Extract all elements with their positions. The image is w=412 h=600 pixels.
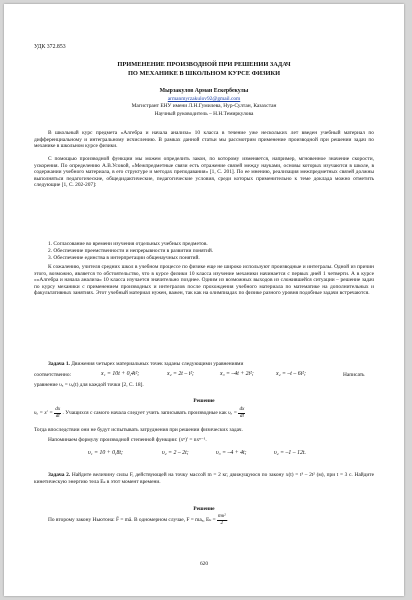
result-v2: υ₂ = 2 – 2t; [162,450,189,456]
fraction-denominator: 2 [220,519,224,526]
solution1-paragraph-3: Напоминаем формулу производной степенной функции: (xⁿ)′ = nxⁿ⁻¹. [48,437,207,443]
equation-x4: x₄ = –t – 6t²; [276,371,306,377]
equation-x3: x₃ = –4t + 2t²; [220,371,254,377]
task1-tail: Написать [343,372,365,378]
task1-line2: уравнение υₓ = υₓ(t) для каждой точки [2, С. 18]. [34,382,144,388]
task2-label: Задача 2. [48,472,71,478]
intro-paragraph-1: В школьный курс предмета «Алгебра и начала анализа» 10 класса в течение уже нескольких лет введен учебный материал по дифференциальному и интегральному исчислению. В рамках данной статьи мы рассмотрим применение производной при решении задач по механике в школьном курсе физики. [34,130,374,150]
author-email-link[interactable]: armanmyrzakulov92@gmail.com [167,96,241,102]
task1-label: Задача 1. [48,361,70,367]
fraction-numerator: mυ² [217,513,226,519]
equation-x1: x₁ = 10t + 0,4t²; [101,371,140,377]
dx-dt-fraction-2 [238,407,245,419]
fraction-denominator: dt [55,412,60,419]
udk-code: УДК 372.853 [34,44,66,50]
result-v1: υ₁ = 10 + 0,8t; [88,450,123,456]
fraction-numerator: dx [55,406,61,412]
author-affiliation: Магистрант ЕНУ имени Л.Н.Гумилева, Нур-Султан, Казахстан [131,103,277,109]
velocity-notation: υₓ = [228,410,238,417]
task1-text: Движения четырех материальных точек заданы следующими уравнениями [71,361,244,367]
result-v4: υ₄ = –1 – 12t. [274,450,306,456]
intro-paragraph-2: С помощью производной функции мы можем определить закон, по которому изменяется, например, мгновенное значение скорости, ускорения. По определению А.В.Усовой, «Межпредметные связи есть отражение связей между науками, основы которых изучаются в школе, в содержании учебного материала, в его структуре и методах преподавания» [1, С. 201]. По ее мнению, реализация межпредметных связей должны выполняться педагогические, общедидактические, педагогические условия, среди которых применительно к теме доклада можно отметить следующие [1, С. 202-207]: [34,156,374,189]
solution1-derivative-line [34,407,379,423]
kinetic-energy-fraction [217,514,227,526]
task2-text: Найдите величину силы F, действующей на точку массой m = 2 кг, движущуюся по закону x(t) = t³ – 2t² (м), при t = 3 с. Найдите кинетическую энергию тела Eₖ в этот момент времени. [34,472,374,485]
page-number: 620 [199,561,209,567]
document-page [4,4,404,596]
result-v3: υ₃ = –4 + 4t; [216,450,247,456]
solution1-advice: . Учащихся с самого начала следует учить записывать производные как [62,410,227,417]
solution2-heading: Решение [193,506,215,512]
solution2-line: По второму закону Ньютона: F̄ = mā. В одномерном случае, F = maₓ, Eₖ = $\frac{\text{mυ²}}{2}$ . [48,513,229,526]
author-name: Мырзакулов Арман Ескербекулы [159,88,249,94]
fraction-denominator: dt [239,412,244,419]
task1-line [48,361,243,367]
task2-paragraph [34,472,374,485]
list-item: 1. Согласование во времени изучения отдельных учебных предметов. [48,241,208,247]
fraction-numerator: dx [239,406,245,412]
dx-dt-fraction [54,407,61,419]
article-title-line2: ПО МЕХАНИКЕ В ШКОЛЬНОМ КУРСЕ ФИЗИКИ [127,70,281,77]
task1-lead: соответственно: [34,372,72,378]
solution1-heading: Решение [193,398,215,404]
solution1-paragraph-2: Тогда впоследствии они не будут испытывать затруднения при решении физических задач. [34,427,243,433]
intro-paragraph-3: К сожалению, учителя средних школ в учебном процессе по физике еще не широко используют производные и интегралы. Одной из причин этого, возможно, является то обстоятельство, что в курсе физики 10 класса изучение механики начинается с первых дней 1 четверти. А в курсе ««Алгебра и начала анализа» 10 класса изучается значительно позднее. Одним из возможных выходов из сложившейся ситуации – решение задач по курсу механики с применением производных и интегралов после прохождения учебного материала по математике на дополнительных и факультативных занятиях. Этот учебный материал нужен, важен, так как на олимпиадах по физике разного уровня подобные задачи встречаются. [34,264,374,297]
article-title-line1: ПРИМЕНЕНИЕ ПРОИЗВОДНОЙ ПРИ РЕШЕНИИ ЗАДАЧ [117,61,291,68]
velocity-derivative: υₓ = x′ = [34,410,53,417]
list-item: 3. Обеспечение единства в интерпретации общенаучных понятий. [48,255,200,261]
list-item: 2. Обеспечение преемственности и непрерывности в развитии понятий. [48,248,214,254]
newton-law-text: По второму закону Ньютона: F̄ = mā. В одномерном случае, F = maₓ, Eₖ = [48,517,216,524]
equation-x2: x₂ = 2t – t²; [167,371,194,377]
supervisor: Научный руководитель – Н.Н.Темиркулова [154,111,254,117]
